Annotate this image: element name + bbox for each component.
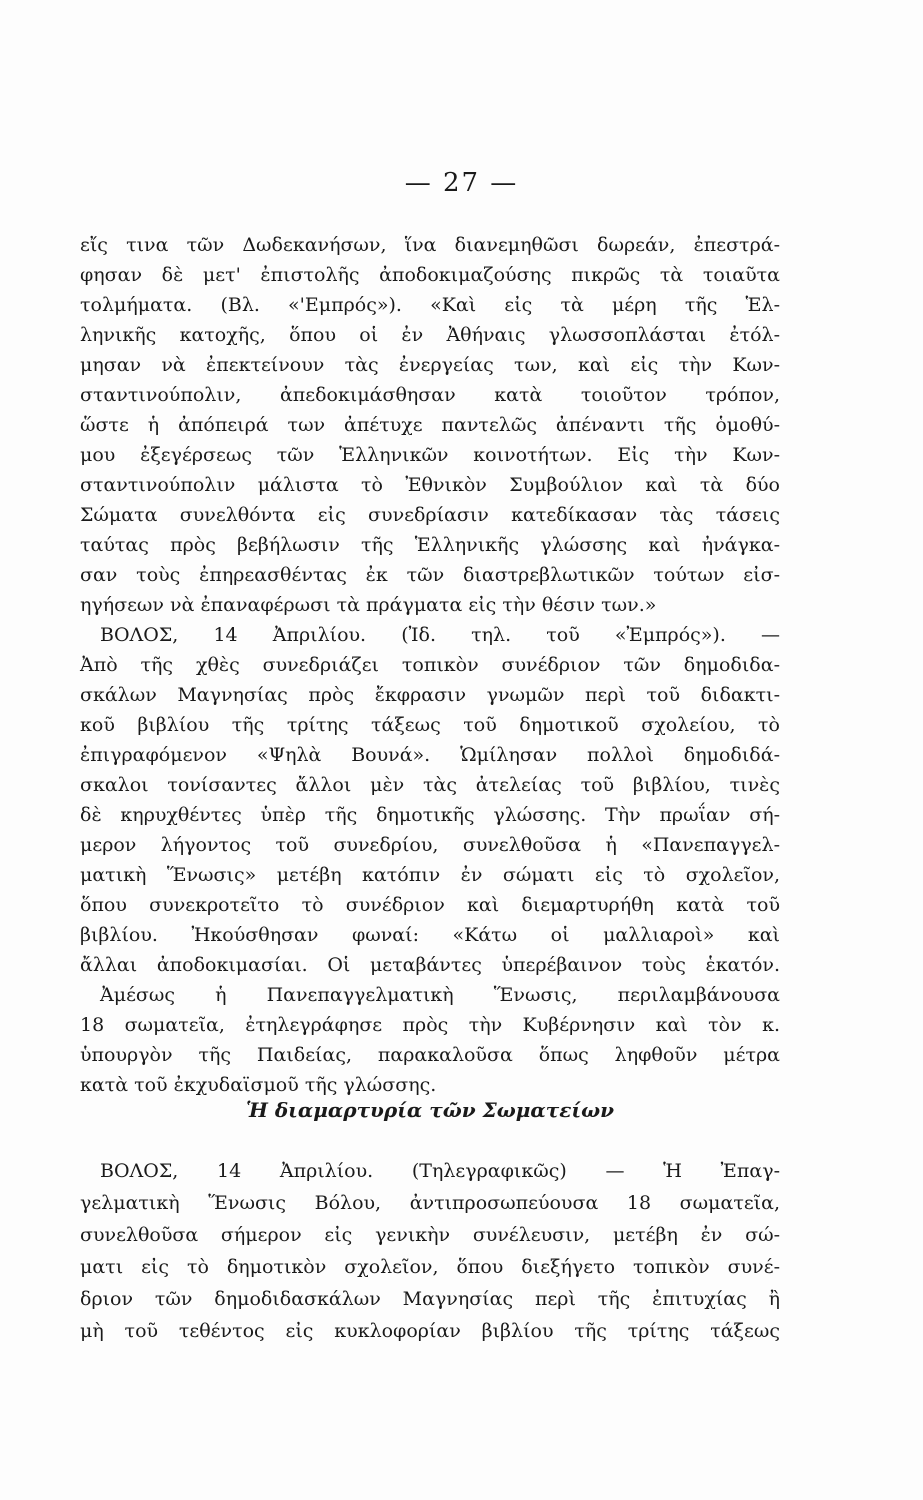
text-line: συνελθοῦσα σήμερον εἰς γενικὴν συνέλευσιν, μετέβη ἐν σώ- [80, 1224, 780, 1246]
text-line: τολμήματα. (Βλ. «'Εμπρός»). «Καὶ εἰς τὰ μέρη τῆς Ἑλ- [80, 294, 780, 316]
text-line: ὑπουργὸν τῆς Παιδείας, παρακαλοῦσα ὅπως ληφθοῦν μέτρα [80, 1044, 780, 1066]
text-line: κατὰ τοῦ ἐκχυδαϊσμοῦ τῆς γλώσσης. [80, 1074, 437, 1096]
text-line: βιβλίου. Ἠκούσθησαν φωναί: «Κάτω οἱ μαλλιαροὶ» καὶ [80, 924, 780, 946]
text-line: Ἀμέσως ἡ Πανεπαγγελματικὴ Ἕνωσις, περιλαμβάνουσα [100, 984, 780, 1006]
text-line: δριον τῶν δημοδιδασκάλων Μαγνησίας περὶ τῆς ἐπιτυχίας ἢ [80, 1288, 780, 1310]
text-line: Σώματα συνελθόντα εἰς συνεδρίασιν κατεδίκασαν τὰς τάσεις [80, 504, 780, 526]
text-line: μὴ τοῦ τεθέντος εἰς κυκλοφορίαν βιβλίου τῆς τρίτης τάξεως [80, 1320, 780, 1342]
text-line: ὥστε ἡ ἀπόπειρά των ἀπέτυχε παντελῶς ἀπέναντι τῆς ὁμοθύ- [80, 414, 780, 436]
text-line: εἴς τινα τῶν Δωδεκανήσων, ἵνα διανεμηθῶσι δωρεάν, ἐπεστρά- [80, 234, 780, 256]
text-line: ΒΟΛΟΣ, 14 Ἀπριλίου. (Τηλεγραφικῶς) — Ἡ Ἐπαγ- [100, 1160, 780, 1182]
text-line: ληνικῆς κατοχῆς, ὅπου οἱ ἐν Ἀθήναις γλωσσοπλάσται ἐτόλ- [80, 324, 780, 346]
text-line: γελματικὴ Ἕνωσις Βόλου, ἀντιπροσωπεύουσα 18 σωματεῖα, [80, 1192, 780, 1214]
text-line: σκάλων Μαγνησίας πρὸς ἔκφρασιν γνωμῶν περὶ τοῦ διδακτι- [80, 684, 780, 706]
text-line: ηγήσεων νὰ ἐπαναφέρωσι τὰ πράγματα εἰς τὴν θέσιν των.» [80, 594, 657, 616]
text-line: σταντινούπολιν, ἀπεδοκιμάσθησαν κατὰ τοιοῦτον τρόπον, [80, 384, 780, 406]
page-number: — 27 — [404, 168, 519, 198]
text-line: μησαν νὰ ἐπεκτείνουν τὰς ἐνεργείας των, καὶ εἰς τὴν Κων- [80, 354, 780, 376]
text-line: ὅπου συνεκροτεῖτο τὸ συνέδριον καὶ διεμαρτυρήθη κατὰ τοῦ [80, 894, 780, 916]
text-line: δὲ κηρυχθέντες ὑπὲρ τῆς δημοτικῆς γλώσσης. Τὴν πρωΐαν σή- [80, 804, 780, 826]
text-line: σταντινούπολιν μάλιστα τὸ Ἐθνικὸν Συμβούλιον καὶ τὰ δύο [80, 474, 780, 496]
text-line: κοῦ βιβλίου τῆς τρίτης τάξεως τοῦ δημοτικοῦ σχολείου, τὸ [80, 714, 780, 736]
text-line: σαν τοὺς ἐπηρεασθέντας ἐκ τῶν διαστρεβλωτικῶν τούτων εἰσ- [80, 564, 780, 586]
text-line: 18 σωματεῖα, ἐτηλεγράφησε πρὸς τὴν Κυβέρνησιν καὶ τὸν κ. [80, 1014, 780, 1036]
text-line: μου ἐξεγέρσεως τῶν Ἑλληνικῶν κοινοτήτων. Εἰς τὴν Κων- [80, 444, 780, 466]
text-line: ματικὴ Ἕνωσις» μετέβη κατόπιν ἐν σώματι εἰς τὸ σχολεῖον, [80, 864, 780, 886]
text-line: ταύτας πρὸς βεβήλωσιν τῆς Ἑλληνικῆς γλώσσης καὶ ἠνάγκα- [80, 534, 780, 556]
text-line: ἐπιγραφόμενον «Ψηλὰ Βουνά». Ὡμίλησαν πολλοὶ δημοδιδά- [80, 744, 780, 766]
text-line: φησαν δὲ μετ' ἐπιστολῆς ἀποδοκιμαζούσης πικρῶς τὰ τοιαῦτα [80, 264, 780, 286]
text-line: Ἀπὸ τῆς χθὲς συνεδριάζει τοπικὸν συνέδριον τῶν δημοδιδα- [80, 654, 780, 676]
text-line: ματι εἰς τὸ δημοτικὸν σχολεῖον, ὅπου διεξήγετο τοπικὸν συνέ- [80, 1256, 780, 1278]
text-line: μερον λήγοντος τοῦ συνεδρίου, συνελθοῦσα ἡ «Πανεπαγγελ- [80, 834, 780, 856]
text-line: ἄλλαι ἀποδοκιμασίαι. Οἱ μεταβάντες ὑπερέβαινον τοὺς ἑκατόν. [80, 954, 780, 976]
text-line: σκαλοι τονίσαντες ἄλλοι μὲν τὰς ἀτελείας τοῦ βιβλίου, τινὲς [80, 774, 780, 796]
text-line: ΒΟΛΟΣ, 14 Ἀπριλίου. (Ἰδ. τηλ. τοῦ «Ἐμπρός»). — [100, 624, 780, 646]
section-heading: Ἡ διαμαρτυρία τῶν Σωματείων [245, 1098, 615, 1122]
